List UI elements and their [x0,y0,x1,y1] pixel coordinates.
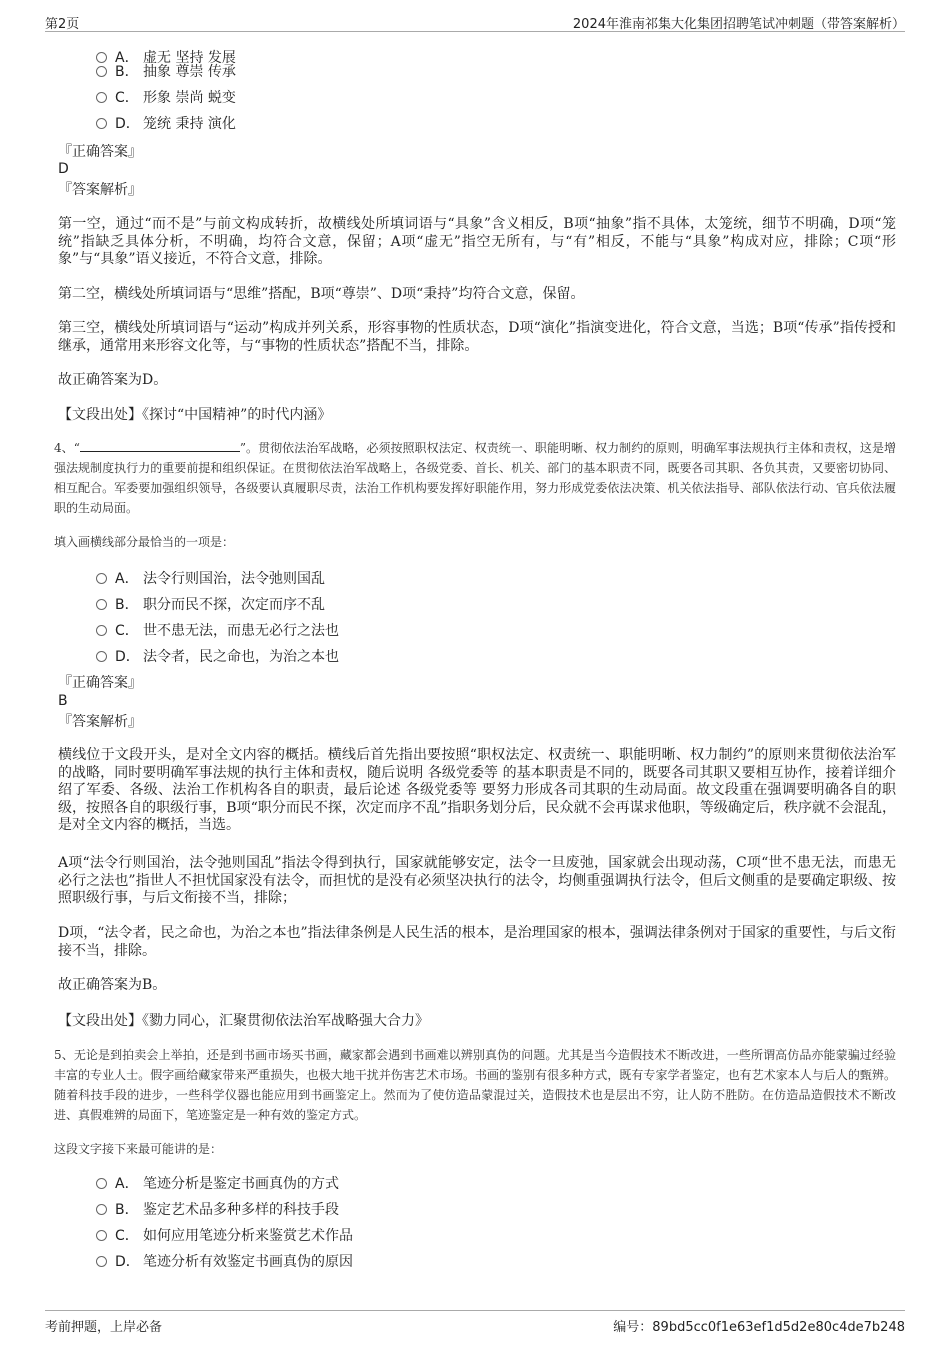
q4-option-b[interactable]: B． 职分而民不探，次定而序不乱 [96,597,325,613]
radio-icon[interactable] [96,118,107,129]
q3-analysis-4: 故正确答案为D。 [58,372,168,388]
q4-analysis-3: D项，“法令者，民之命也，为治之本也”指法律条例是人民生活的根本，是治理国家的根本，强调法律条例对于国家的重要性，与后文衔接不当，排除。 [58,925,896,959]
q5-option-b[interactable]: B． 鉴定艺术品多种多样的科技手段 [96,1202,339,1218]
q4-analysis-4: 故正确答案为B。 [58,977,167,993]
q3-answer-label: 『正确答案』 [58,144,142,160]
footer-slogan: 考前押题，上岸必备 [45,1320,163,1335]
radio-icon[interactable] [96,52,107,63]
q4-answer-label: 『正确答案』 [58,675,142,691]
document-title: 2024年淮南祁集大化集团招聘笔试冲刺题（带答案解析） [572,17,905,32]
radio-icon[interactable] [96,1230,107,1241]
radio-icon[interactable] [96,1204,107,1215]
q4-prompt: 填入画横线部分最恰当的一项是： [54,535,235,549]
page-number: 第2页 [45,17,80,32]
q3-option-c[interactable]: C． 形象 崇尚 蜕变 [96,90,236,106]
radio-icon[interactable] [96,92,107,103]
q4-option-a[interactable]: A． 法令行则国治，法令弛则国乱 [96,571,325,587]
radio-icon[interactable] [96,599,107,610]
q5-prompt: 这段文字接下来最可能讲的是： [54,1142,223,1156]
radio-icon[interactable] [96,1178,107,1189]
fill-blank [80,439,240,452]
q3-analysis-2: 第二空，横线处所填词语与“思维”搭配，B项“尊崇”、D项“秉持”均符合文意，保留。 [58,286,585,302]
q4-answer: B [58,693,68,709]
q3-source: 【文段出处】《探讨“中国精神”的时代内涵》 [58,407,332,423]
radio-icon[interactable] [96,573,107,584]
q3-option-a[interactable]: A． 虚无 坚持 发展 [96,50,236,66]
page-footer [45,1310,905,1335]
q5-option-d[interactable]: D． 笔迹分析有效鉴定书画真伪的原因 [96,1254,353,1270]
q5-option-c[interactable]: C． 如何应用笔迹分析来鉴赏艺术作品 [96,1228,353,1244]
q4-source: 【文段出处】《勠力同心，汇聚贯彻依法治军战略强大合力》 [58,1013,429,1029]
q5-stem: 5、无论是到拍卖会上举拍，还是到书画市场买书画，藏家都会遇到书画难以辨别真伪的问题。尤其是当今造假技术不断改进，一些所谓高仿品亦能蒙骗过经验丰富的专业人士。假字画给藏家带来严重损失，也极大地干扰并伤害艺术市场。书画的鉴别有很多种方式，既有专家学者鉴定，也有艺术家本人与后人的甄辨。随着科技手段的进步，一些科学仪器也能应用到书画鉴定上。然而为了使仿造品蒙混过关，造假技术也是层出不穷，让人防不胜防。在仿造品造假技术不断改进、真假难辨的局面下，笔迹鉴定是一种有效的鉴定方式。 [54,1048,896,1122]
q4-analysis-2: A项“法令行则国治，法令弛则国乱”指法令得到执行，国家就能够安定，法令一旦废弛，国家就会出现动荡，C项“世不患无法，而患无必行之法也”指世人不担忧国家没有法令，而担忧的是没有必须坚决执行的法令，均侧重强调执行法令，但后文侧重的是要确定职级、按照职级行事，与后文衔接不当，排除； [58,855,896,906]
q4-analysis-1: 横线位于文段开头，是对全文内容的概括。横线后首先指出要按照“职权法定、权责统一、职能明晰、权力制约”的原则来贯彻依法治军的战略，同时要明确军事法规的执行主体和责权，随后说明 各级党委等 的基本职责是不同的，既要各司其职又要相互协作，接着详细介绍了军委、各级、法治工作机构各自的职责，最后论述 各级党委等 要努力形成各司其职的生动局面。故文段重在强调要明确各自的职级，按照各自的职级行事，B项“职分而民不探，次定而序不乱”指职务划分后，民众就不会再谋求他职，等级确定后，秩序就不会混乱，是对全文内容的概括，当选。 [58,747,896,833]
q3-analysis-3: 第三空，横线处所填词语与“运动”构成并列关系，形容事物的性质状态，D项“演化”指演变进化，符合文意，当选；B项“传承”指传授和继承，通常用来形容文化等，与“事物的性质状态”搭配不当，排除。 [58,320,896,354]
q3-analysis-label: 『答案解析』 [58,182,142,198]
radio-icon[interactable] [96,625,107,636]
q3-option-b[interactable]: B． 抽象 尊崇 传承 [96,64,236,80]
q4-option-d[interactable]: D． 法令者，民之命也，为治之本也 [96,649,339,665]
radio-icon[interactable] [96,1256,107,1267]
q4-stem: 4、“ ”。贯彻依法治军战略，必须按照职权法定、权责统一、职能明晰、权力制约的原则，明确军事法规执行主体和责权，这是增强法规制度执行力的重要前提和组织保证。在贯彻依法治军战略上，各级党委、首长、机关、部门的基本职责不同，既要各司其职、各负其责，又要密切协同、相互配合。军委要加强组织领导，各级要认真履职尽责，法治工作机构要发挥好职能作用，努力形成党委依法决策、机关依法指导、部队依法行动、官兵依法履职的生动局面。 [54,441,897,515]
q3-answer: D [58,161,69,177]
q3-analysis-1: 第一空，通过“而不是”与前文构成转折，故横线处所填词语与“具象”含义相反，B项“抽象”指不具体，太笼统，细节不明确，D项“笼统”指缺乏具体分析，不明确，均符合文意，保留；A项“虚无”指空无所有，与“有”相反，不能与“具象”构成对应，排除；C项“形象”与“具象”语义接近，不符合文意，排除。 [58,216,896,267]
document-id: 编号：89bd5cc0f1e63ef1d5d2e80c4de7b248 [613,1320,905,1335]
q4-option-c[interactable]: C． 世不患无法，而患无必行之法也 [96,623,339,639]
q5-option-a[interactable]: A． 笔迹分析是鉴定书画真伪的方式 [96,1176,339,1192]
radio-icon[interactable] [96,66,107,77]
q4-analysis-label: 『答案解析』 [58,714,142,730]
q3-option-d[interactable]: D． 笼统 秉持 演化 [96,116,236,132]
page-header [45,0,905,32]
radio-icon[interactable] [96,651,107,662]
